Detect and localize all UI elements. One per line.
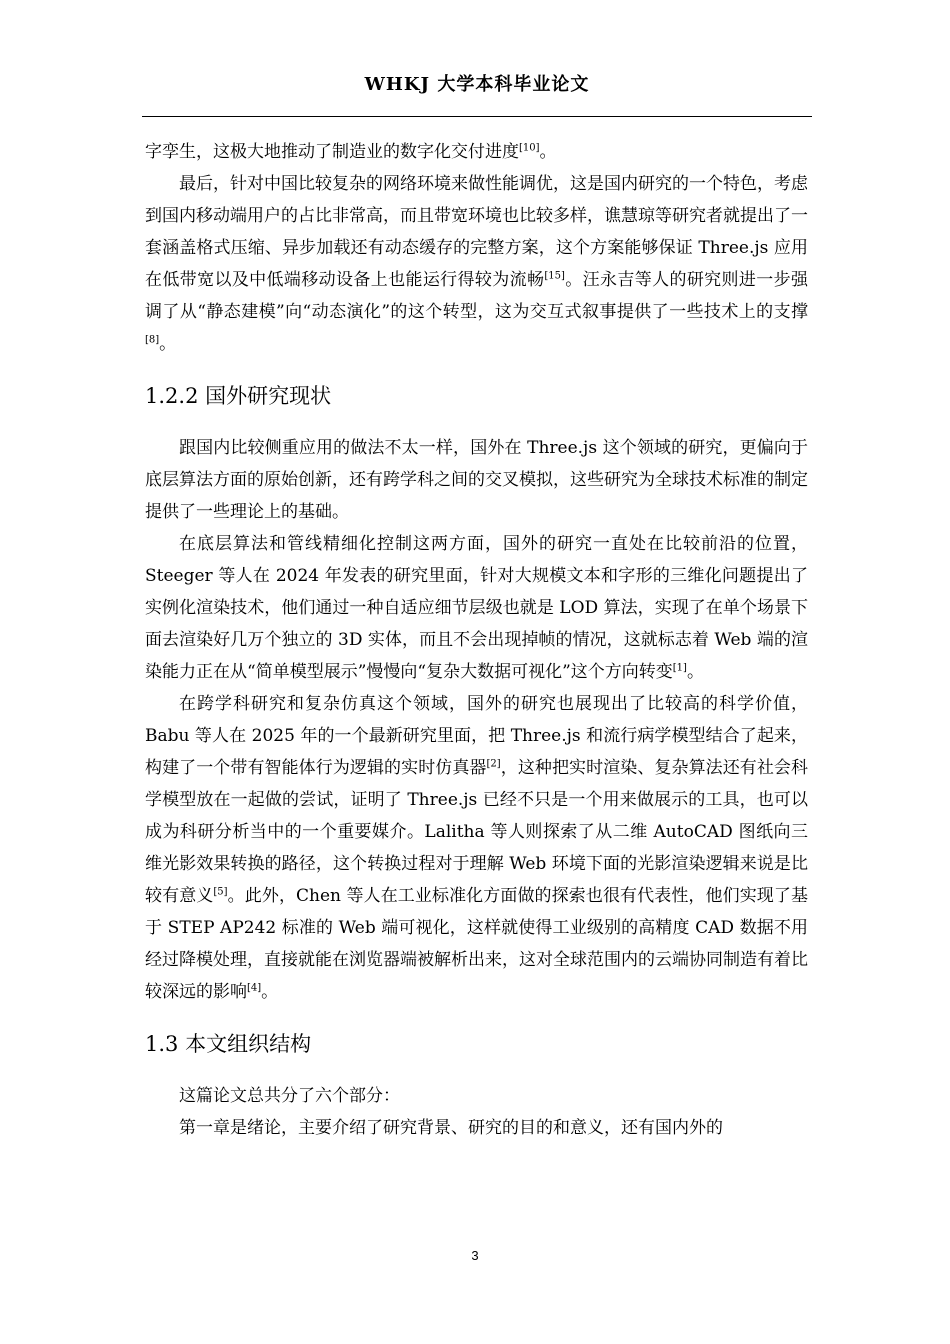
citation: [4] <box>247 982 262 994</box>
paragraph-5: 在跨学科研究和复杂仿真这个领域，国外的研究也展现出了比较高的科学价值，Babu 等人在 2025 年的一个最新研究里面，把 Three.js 和流行病学模型结合了起来，构建了一个带有智能体行为逻辑的实时仿真器[2]，这种把实时渲染、复杂算法还有社会科学模型放在一起做的尝试，证明了 Three.js 已经不只是一个用来做展示的工具，也可以成为科研分析当中的一个重要媒介。Lalitha 等人则探索了从二维 AutoCAD 图纸向三维光影效果转换的路径，这个转换过程对于理解 Web 环境下面的光影渲染逻辑来说是比较有意义[5]。此外，Chen 等人在工业标准化方面做的探索也很有代表性，他们实现了基于 STEP AP242 标准的 Web 端可视化，这样就使得工业级别的高精度 CAD 数据不用经过降模处理，直接就能在浏览器端被解析出来，这对全球范围内的云端协同制造有着比较深远的影响[4]。 <box>145 694 809 1002</box>
body-text <box>145 136 808 1144</box>
citation: [8] <box>145 334 160 346</box>
running-header: WHKJ 大学本科毕业论文 <box>364 74 590 95</box>
paragraph-4: 在底层算法和管线精细化控制这两方面，国外的研究一直处在比较前沿的位置，Steeger 等人在 2024 年发表的研究里面，针对大规模文本和字形的三维化问题提出了实例化渲染技术，他们通过一种自适应细节层级也就是 LOD 算法，实现了在单个场景下面去渲染好几万个独立的 3D 实体，而且不会出现掉帧的情况，这就标志着 Web 端的渲染能力正在从“简单模型展示”慢慢向“复杂大数据可视化”这个方向转变[1]。 <box>145 534 808 682</box>
paragraph-2: 最后，针对中国比较复杂的网络环境来做性能调优，这是国内研究的一个特色，考虑到国内移动端用户的占比非常高，而且带宽环境也比较多样，谯慧琼等研究者就提出了一套涵盖格式压缩、异步加载还有动态缓存的完整方案，这个方案能够保证 Three.js 应用在低带宽以及中低端移动设备上也能运行得较为流畅[15]。汪永吉等人的研究则进一步强调了从“静态建模”向“动态演化”的这个转型，这为交互式叙事提供了一些技术上的支撑[8]。 <box>145 174 809 354</box>
citation: [10] <box>519 142 540 154</box>
paragraph-1: 字孪生，这极大地推动了制造业的数字化交付进度[10]。 <box>145 142 557 162</box>
header-rule <box>142 116 812 117</box>
section-heading-1-2-2: 1.2.2 国外研究现状 <box>145 384 332 408</box>
paragraph-6: 这篇论文总共分了六个部分： <box>179 1086 400 1106</box>
citation: [15] <box>544 270 565 282</box>
page-number: 3 <box>471 1248 479 1263</box>
section-heading-1-3: 1.3 本文组织结构 <box>145 1032 312 1056</box>
citation: [5] <box>213 886 228 898</box>
paragraph-3: 跟国内比较侧重应用的做法不太一样，国外在 Three.js 这个领域的研究，更偏向于底层算法方面的原始创新，还有跨学科之间的交叉模拟，这些研究为全球技术标准的制定提供了一些理论上的基础。 <box>145 438 808 522</box>
citation: [2] <box>486 758 501 770</box>
paragraph-7: 第一章是绪论，主要介绍了研究背景、研究的目的和意义，还有国内外的 <box>179 1118 723 1138</box>
citation: [1] <box>672 662 687 674</box>
